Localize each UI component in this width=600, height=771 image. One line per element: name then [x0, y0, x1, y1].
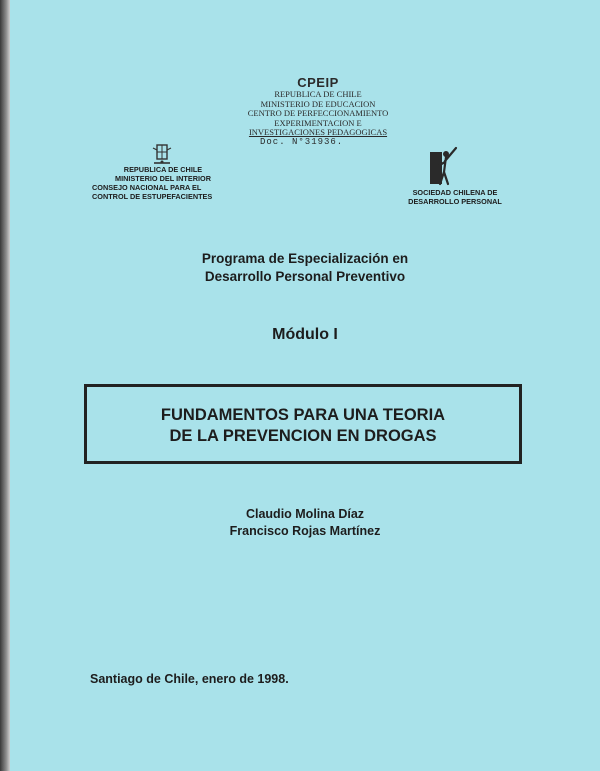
program-name	[10, 250, 600, 286]
org-line: MINISTERIO DEL INTERIOR	[115, 174, 211, 183]
stamp-line: REPUBLICA DE CHILE	[274, 89, 362, 99]
title-line: FUNDAMENTOS PARA UNA TEORIA	[160, 406, 446, 424]
place-date: Santiago de Chile, enero de 1998.	[90, 672, 289, 686]
cpeip-stamp	[238, 76, 398, 148]
module-label: Módulo I	[272, 326, 338, 343]
document-title	[87, 405, 519, 447]
org-line: DESARROLLO PERSONAL	[408, 197, 502, 206]
org-line: CONSEJO NACIONAL PARA EL	[92, 183, 202, 192]
org-line: CONTROL DE ESTUPEFACIENTES	[92, 192, 213, 201]
stamp-line: MINISTERIO DE EDUCACION	[260, 98, 376, 109]
org-line: REPUBLICA DE CHILE	[123, 165, 203, 174]
title-line: DE LA PREVENCION EN DROGAS	[169, 427, 437, 445]
org-line: SOCIEDAD CHILENA DE	[412, 188, 498, 197]
cpeip-logo: CPEIP	[297, 75, 339, 90]
stamp-line: EXPERIMENTACION E	[274, 117, 362, 128]
doc-number: Doc. N°31936.	[260, 136, 344, 147]
coat-of-arms-icon	[150, 142, 174, 166]
program-line: Programa de Especialización en	[201, 251, 409, 266]
right-organization	[395, 188, 515, 206]
authors	[10, 506, 600, 540]
program-line: Desarrollo Personal Preventivo	[204, 269, 406, 284]
stamp-line: CENTRO DE PERFECCIONAMIENTO	[247, 108, 389, 119]
document-cover	[10, 0, 600, 771]
scan-edge	[0, 0, 10, 771]
stamp-line: INVESTIGACIONES PEDAGOGICAS	[248, 127, 388, 138]
author-name: Francisco Rojas Martínez	[229, 524, 381, 538]
left-organization	[88, 165, 238, 201]
society-figure-icon	[428, 144, 460, 186]
title-box	[84, 384, 522, 464]
author-name: Claudio Molina Díaz	[245, 507, 365, 521]
